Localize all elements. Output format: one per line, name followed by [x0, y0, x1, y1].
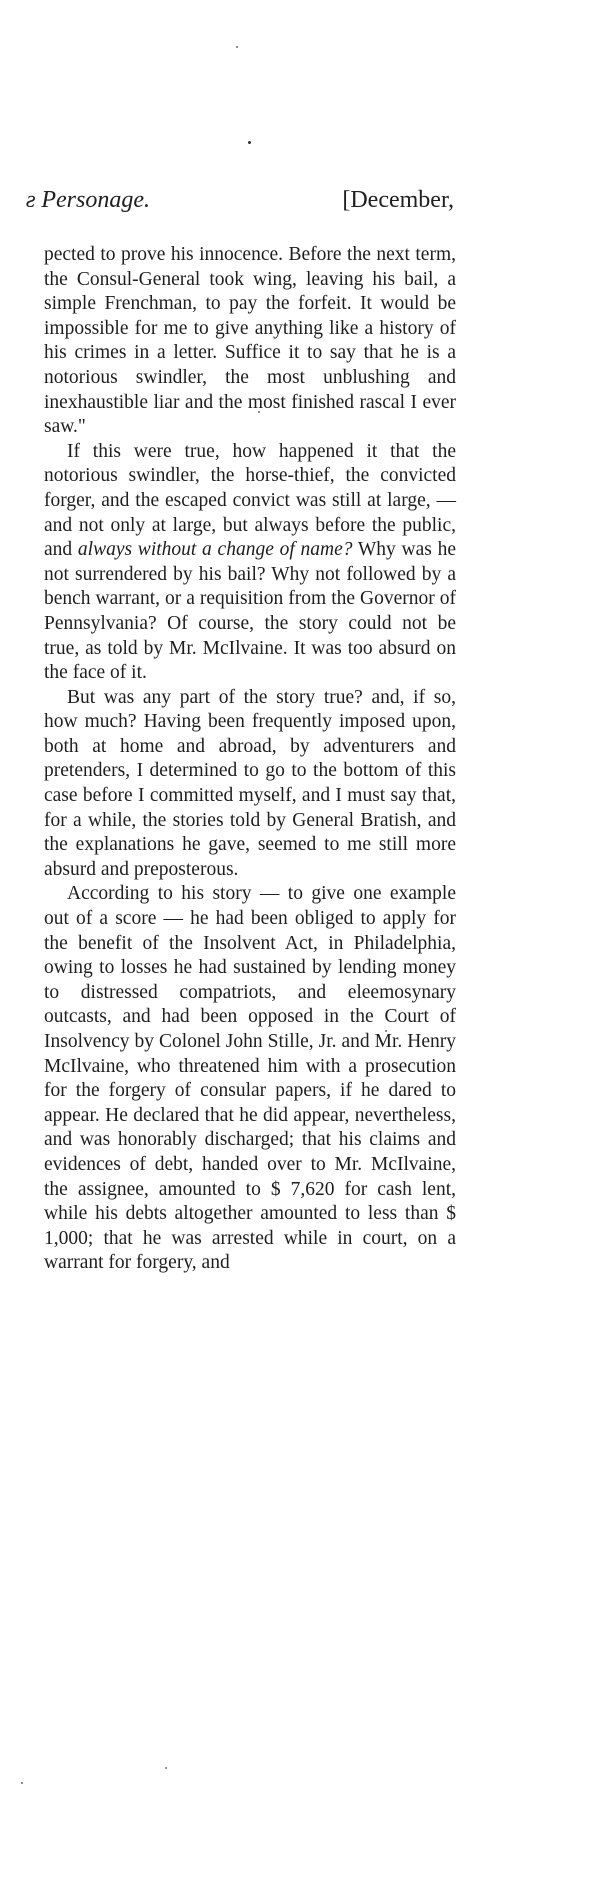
text-segment: But was any part of the story true? and, if so, how much? Having been frequently imposed upon, both at home and abroad, by adventurers and pretenders, I determined to go to the bottom of this case before I committed myself, and I must say that, for a while, the stories told by General Bratish, and the explanations he gave, seemed to me still more absurd and preposterous.	[44, 686, 456, 880]
scan-speck	[21, 1782, 23, 1784]
text-segment: According to his story — to give one example out of a score — he had been obliged to apply for the benefit of the Insolvent Act, in Philadelphia, owing to losses he had sustained by lending money to distressed compatriots, and eleemosynary outcasts, and had been opposed in the Court of Insolvency by Colonel John Stille, Jr. and Mr. Henry McIlvaine, who threatened him with a prosecution for the forgery of consular papers, if he dared to appear. He declared that he did appear, nevertheless, and was honorably discharged; that his claims and evidences of debt, handed over to Mr. McIlvaine, the assignee, amounted to $ 7,620 for cash lent, while his debts altogether amounted to less than $ 1,000; that he was arrested while in court, on a warrant for forgery, and	[44, 883, 456, 1274]
paragraph-according-to-his-story	[44, 882, 456, 1276]
text-segment: If this were true, how happened it that the notorious swindler, the horse-thief, the convicted forger, and the escaped convict was still at large, — and not only at large, but always before the public, and	[44, 440, 456, 561]
running-head	[26, 180, 454, 220]
paragraph-continuation	[44, 243, 456, 440]
running-head-month: [December,	[342, 187, 454, 213]
text-segment: Why was he not surrendered by his bail? Why not followed by a bench warrant, or a requisition from the Governor of Pennsylvania? Of course, the story could not be true, as told by Mr. McIlvaine. It was too absurd on the face of it.	[44, 539, 456, 684]
article-body	[44, 243, 456, 1276]
text-segment-italic: always without a change of name?	[77, 539, 353, 561]
scan-speck	[236, 46, 238, 48]
scan-speck	[165, 1767, 167, 1769]
paragraph-any-part-true	[44, 686, 456, 883]
text-segment: pected to prove his innocence. Before the next term, the Consul-General took wing, leaving his bail, a simple Frenchman, to pay the forfeit. It would be impossible for me to give anything like a history of his crimes in a letter. Suffice it to say that he is a notorious swindler, the most unblushing and inexhaustible liar and the most finished rascal I ever saw."	[44, 244, 456, 438]
paragraph-if-this-were-true	[44, 440, 456, 686]
scan-speck	[248, 141, 251, 144]
running-head-title: ƨ Personage.	[26, 187, 150, 213]
